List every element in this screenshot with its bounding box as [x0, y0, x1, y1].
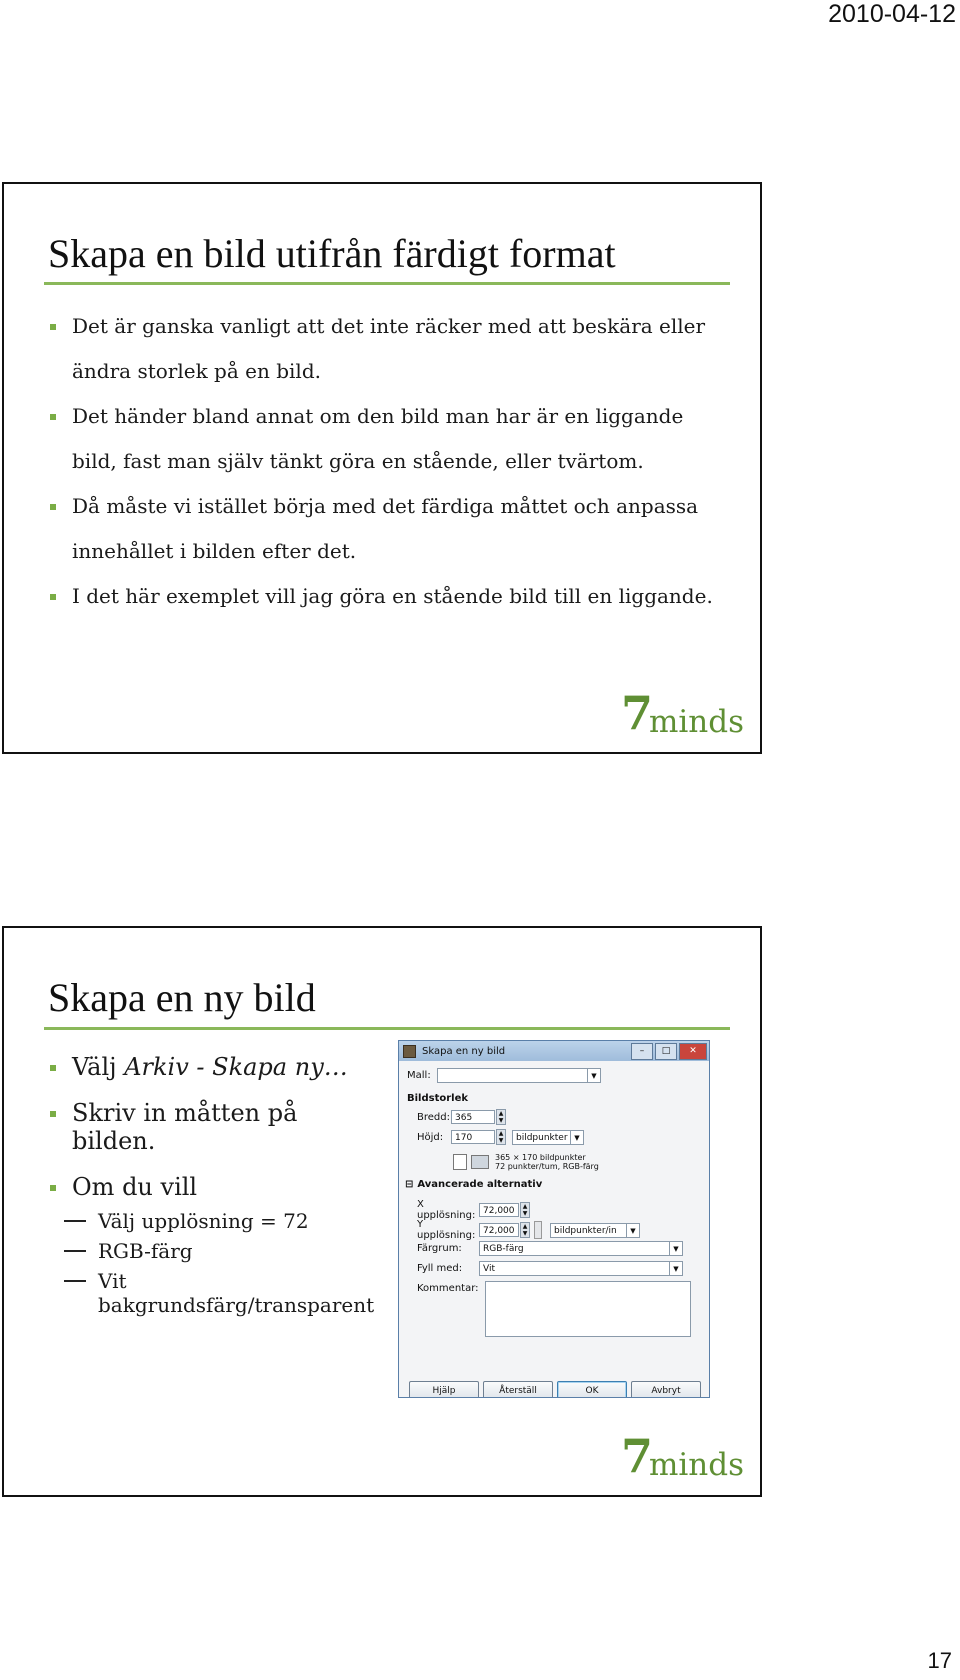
fill-label: Fyll med:: [417, 1263, 463, 1274]
width-label: Bredd:: [417, 1111, 450, 1123]
chevron-down-icon: ▼: [626, 1224, 639, 1237]
slide-title: Skapa en bild utifrån färdigt format: [48, 231, 616, 276]
close-button[interactable]: ✕: [679, 1043, 707, 1060]
minimize-button[interactable]: –: [631, 1043, 653, 1060]
bullet-item: Då måste vi istället börja med det färdiga måttet och anpassa innehållet i bilden efter det.: [48, 484, 728, 574]
template-label: Mall:: [407, 1070, 431, 1081]
gimp-app-icon: [403, 1045, 416, 1058]
7minds-logo: 7minds: [620, 686, 744, 740]
dash-icon: [64, 1220, 86, 1222]
dialog-titlebar: [399, 1041, 709, 1061]
bullet-square-icon: [50, 324, 56, 330]
bullet-item: I det här exemplet vill jag göra en stående bild till en liggande.: [48, 574, 728, 619]
chevron-down-icon: ▼: [570, 1131, 583, 1144]
landscape-toggle-icon[interactable]: [471, 1155, 489, 1169]
cancel-button[interactable]: Avbryt: [631, 1381, 701, 1398]
sub-bullet-list: [72, 1209, 378, 1317]
resolution-unit-select[interactable]: bildpunkter/in ▼: [550, 1223, 640, 1238]
width-input[interactable]: 365: [451, 1110, 495, 1124]
maximize-button[interactable]: □: [655, 1043, 677, 1060]
reset-button[interactable]: Återställ: [483, 1381, 553, 1398]
height-spinner[interactable]: ▲ ▼: [496, 1129, 506, 1145]
sub-bullet-item: Vit bakgrundsfärg/transparent: [72, 1269, 378, 1317]
x-resolution-input[interactable]: 72,000: [479, 1203, 519, 1217]
title-divider: [44, 282, 730, 285]
size-unit-select[interactable]: bildpunkter ▼: [512, 1130, 584, 1145]
bullet-item: Det är ganska vanligt att det inte räcker med att beskära eller ändra storlek på en bild.: [48, 304, 728, 394]
page-date: 2010-04-12: [828, 0, 956, 28]
bullet-item: Om du vill Välj upplösning = 72 RGB-färg Vit bakgrundsfärg/transparent: [48, 1173, 378, 1317]
y-resolution-input[interactable]: 72,000: [479, 1223, 519, 1237]
chevron-down-icon: ▼: [669, 1262, 682, 1275]
sub-bullet-item: RGB-färg: [72, 1239, 378, 1263]
advanced-options-heading[interactable]: Avancerade alternativ: [417, 1179, 543, 1190]
bullet-square-icon: [50, 1185, 56, 1191]
image-size-heading: Bildstorlek: [407, 1093, 469, 1104]
dialog-body: [399, 1061, 709, 1398]
slide-1: [2, 182, 762, 754]
bullet-square-icon: [50, 594, 56, 600]
chain-link-icon[interactable]: [534, 1221, 542, 1239]
help-button[interactable]: Hjälp: [409, 1381, 479, 1398]
7minds-logo: 7minds: [620, 1429, 744, 1483]
template-select[interactable]: [437, 1068, 601, 1083]
portrait-toggle-icon[interactable]: [453, 1154, 467, 1170]
bullet-square-icon: [50, 1111, 56, 1117]
y-resolution-label: Y upplösning:: [417, 1219, 476, 1241]
ok-button[interactable]: OK: [557, 1381, 627, 1398]
dash-icon: [64, 1280, 86, 1282]
bullet-item: Välj Arkiv - Skapa ny…: [48, 1053, 378, 1081]
fill-select[interactable]: Vit ▼: [479, 1261, 683, 1276]
size-info-line: 365 × 170 bildpunkter: [495, 1153, 586, 1162]
chevron-down-icon: ▼: [669, 1242, 682, 1255]
colorspace-label: Färgrum:: [417, 1243, 462, 1254]
width-spinner[interactable]: ▲ ▼: [496, 1109, 506, 1125]
bullet-item: Skriv in måtten på bilden.: [48, 1099, 378, 1155]
comment-label: Kommentar:: [417, 1283, 479, 1294]
height-label: Höjd:: [417, 1131, 444, 1143]
title-divider: [44, 1027, 730, 1030]
dash-icon: [64, 1250, 86, 1252]
colorspace-select[interactable]: RGB-färg ▼: [479, 1241, 683, 1256]
expander-icon[interactable]: ⊟: [405, 1179, 414, 1190]
y-resolution-spinner[interactable]: ▲ ▼: [520, 1222, 530, 1238]
new-image-dialog: [398, 1040, 710, 1398]
sub-bullet-item: Välj upplösning = 72: [72, 1209, 378, 1233]
slide-title: Skapa en ny bild: [48, 975, 316, 1020]
bullet-square-icon: [50, 1065, 56, 1071]
bullet-item: Det händer bland annat om den bild man har är en liggande bild, fast man själv tänkt göra en stående, eller tvärtom.: [48, 394, 728, 484]
x-resolution-label: X upplösning:: [417, 1199, 476, 1221]
dialog-title: Skapa en ny bild: [422, 1045, 506, 1057]
bullet-list: [48, 1053, 378, 1335]
height-input[interactable]: 170: [451, 1130, 495, 1144]
comment-textarea[interactable]: [485, 1281, 691, 1337]
x-resolution-spinner[interactable]: ▲ ▼: [520, 1202, 530, 1218]
slide-2: [2, 926, 762, 1497]
chevron-down-icon: ▼: [587, 1069, 600, 1082]
resolution-info-line: 72 punkter/tum, RGB-färg: [495, 1162, 599, 1171]
bullet-square-icon: [50, 414, 56, 420]
bullet-list: [48, 304, 728, 619]
page-number: 17: [927, 1648, 952, 1673]
bullet-square-icon: [50, 504, 56, 510]
